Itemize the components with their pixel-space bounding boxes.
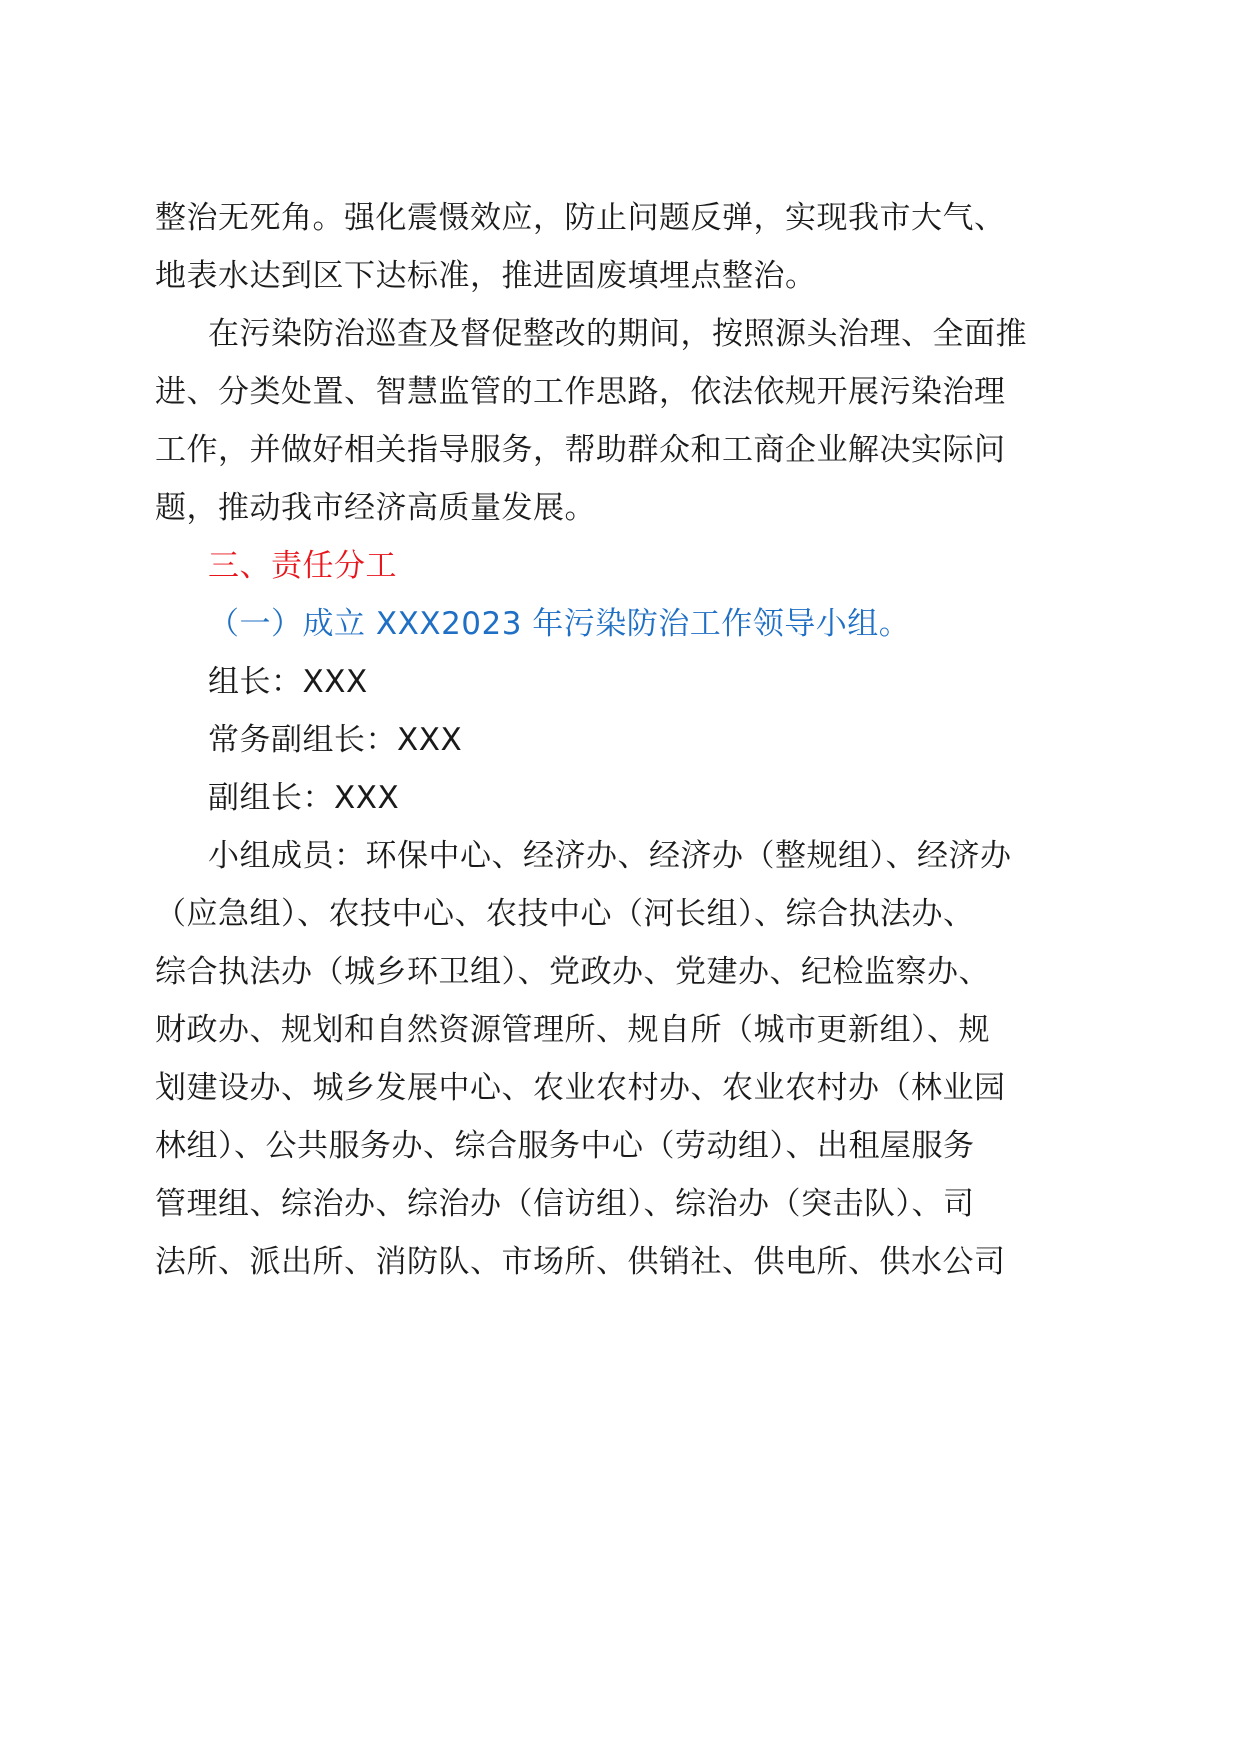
members-line: 综合执法办（城乡环卫组）、党政办、党建办、纪检监察办、 (155, 954, 990, 990)
section-heading: 三、责任分工 (208, 548, 397, 584)
paragraph-line: 进、分类处置、智慧监管的工作思路，依法依规开展污染治理 (155, 374, 1006, 410)
members-line: 管理组、综治办、综治办（信访组）、综治办（突击队）、司 (155, 1186, 975, 1222)
members-line: 划建设办、城乡发展中心、农业农村办、农业农村办（林业园 (155, 1070, 1006, 1106)
members-line: 林组）、公共服务办、综合服务中心（劳动组）、出租屋服务 (155, 1128, 975, 1164)
paragraph-line: 工作，并做好相关指导服务，帮助群众和工商企业解决实际问 (155, 432, 1006, 468)
subsection-heading: （一）成立 XXX2023 年污染防治工作领导小组。 (208, 606, 911, 642)
leader-line: 组长：XXX (208, 664, 368, 700)
deputy-leader-line: 副组长：XXX (208, 780, 400, 816)
paragraph-line: 整治无死角。强化震慑效应，防止问题反弹，实现我市大气、 (155, 200, 1006, 236)
paragraph-line: 题，推动我市经济高质量发展。 (155, 490, 596, 526)
members-line: （应急组）、农技中心、农技中心（河长组）、综合执法办、 (155, 896, 975, 932)
executive-deputy-leader-line: 常务副组长：XXX (208, 722, 463, 758)
members-line: 小组成员：环保中心、经济办、经济办（整规组）、经济办 (208, 838, 1012, 874)
members-line: 财政办、规划和自然资源管理所、规自所（城市更新组）、规 (155, 1012, 990, 1048)
members-line: 法所、派出所、消防队、市场所、供销社、供电所、供水公司 (155, 1244, 1006, 1280)
paragraph-line: 地表水达到区下达标准，推进固废填埋点整治。 (155, 258, 817, 294)
paragraph-line: 在污染防治巡查及督促整改的期间，按照源头治理、全面推 (208, 316, 1027, 352)
